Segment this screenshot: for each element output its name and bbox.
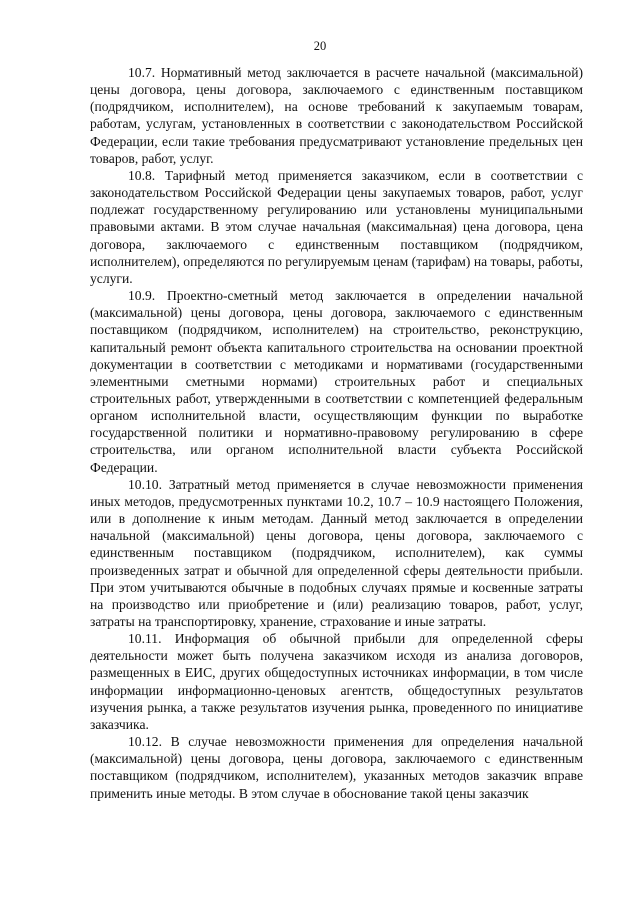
paragraph-10-12: 10.12. В случае невозможности применения для определения начальной (максимальной) цены договора, цены договора, заключаемого с единственным поставщиком (подрядчиком, исполнителем), указанных методов заказчик вправе применить иные методы. В этом случае в обоснование такой цены заказчик: [90, 734, 583, 801]
paragraph-10-8: 10.8. Тарифный метод применяется заказчиком, если в соответствии с законодательством Российской Федерации цены закупаемых товаров, работ, услуг подлежат государственному регулированию или установлены муниципальными правовыми актами. В этом случае начальная (максимальная) цена договора, цена договора, заключаемого с единственным поставщиком (подрядчиком, исполнителем), определяются по регулируемым ценам (тарифам) на товары, работы, услуги.: [90, 167, 583, 286]
paragraph-10-11: 10.11. Информация об обычной прибыли для определенной сферы деятельности может быть получена заказчиком исходя из анализа договоров, размещенных в ЕИС, других общедоступных источниках информации, в том числе информации информационно-ценовых агентств, общедоступных результатов изучения рынка, а также результатов изучения рынка, проведенного по инициативе заказчика.: [90, 631, 583, 732]
document-body: [90, 64, 583, 802]
page-number: 20: [313, 39, 327, 53]
paragraph-10-7: 10.7. Нормативный метод заключается в расчете начальной (максимальной) цены договора, цены договора, заключаемого с единственным поставщиком (подрядчиком, исполнителем), на основе требований к закупаемым товарам, работам, услугам, установленных в соответствии с законодательством Российской Федерации, если такие требования предусматривают установление предельных цен товаров, работ, услуг.: [90, 65, 583, 166]
paragraph-10-9: 10.9. Проектно-сметный метод заключается в определении начальной (максимальной) цены договора, цены договора, заключаемого с единственным поставщиком (подрядчиком, исполнителем) на строительство, реконструкцию, капитальный ремонт объекта капитального строительства на основании проектной документации в соответствии с методиками и нормативами (государственными элементными сметными нормами) строительных работ и специальных строительных работ, утвержденными в соответствии с компетенцией федеральным органом исполнительной власти, осуществляющим функции по выработке государственной политики и нормативно-правовому регулированию в сфере строительства, или органом исполнительной власти субъекта Российской Федерации.: [90, 288, 583, 475]
paragraph-10-10: 10.10. Затратный метод применяется в случае невозможности применения иных методов, предусмотренных пунктами 10.2, 10.7 – 10.9 настоящего Положения, или в дополнение к иным методам. Данный метод заключается в определении начальной (максимальной) цены договора, цены договора, заключаемого с единственным поставщиком (подрядчиком, исполнителем), как суммы произведенных затрат и обычной для определенной сферы деятельности прибыли. При этом учитываются обычные в подобных случаях прямые и косвенные затраты на производство или приобретение и (или) реализацию товаров, работ, услуг, затраты на транспортировку, хранение, страхование и иные затраты.: [90, 476, 583, 629]
